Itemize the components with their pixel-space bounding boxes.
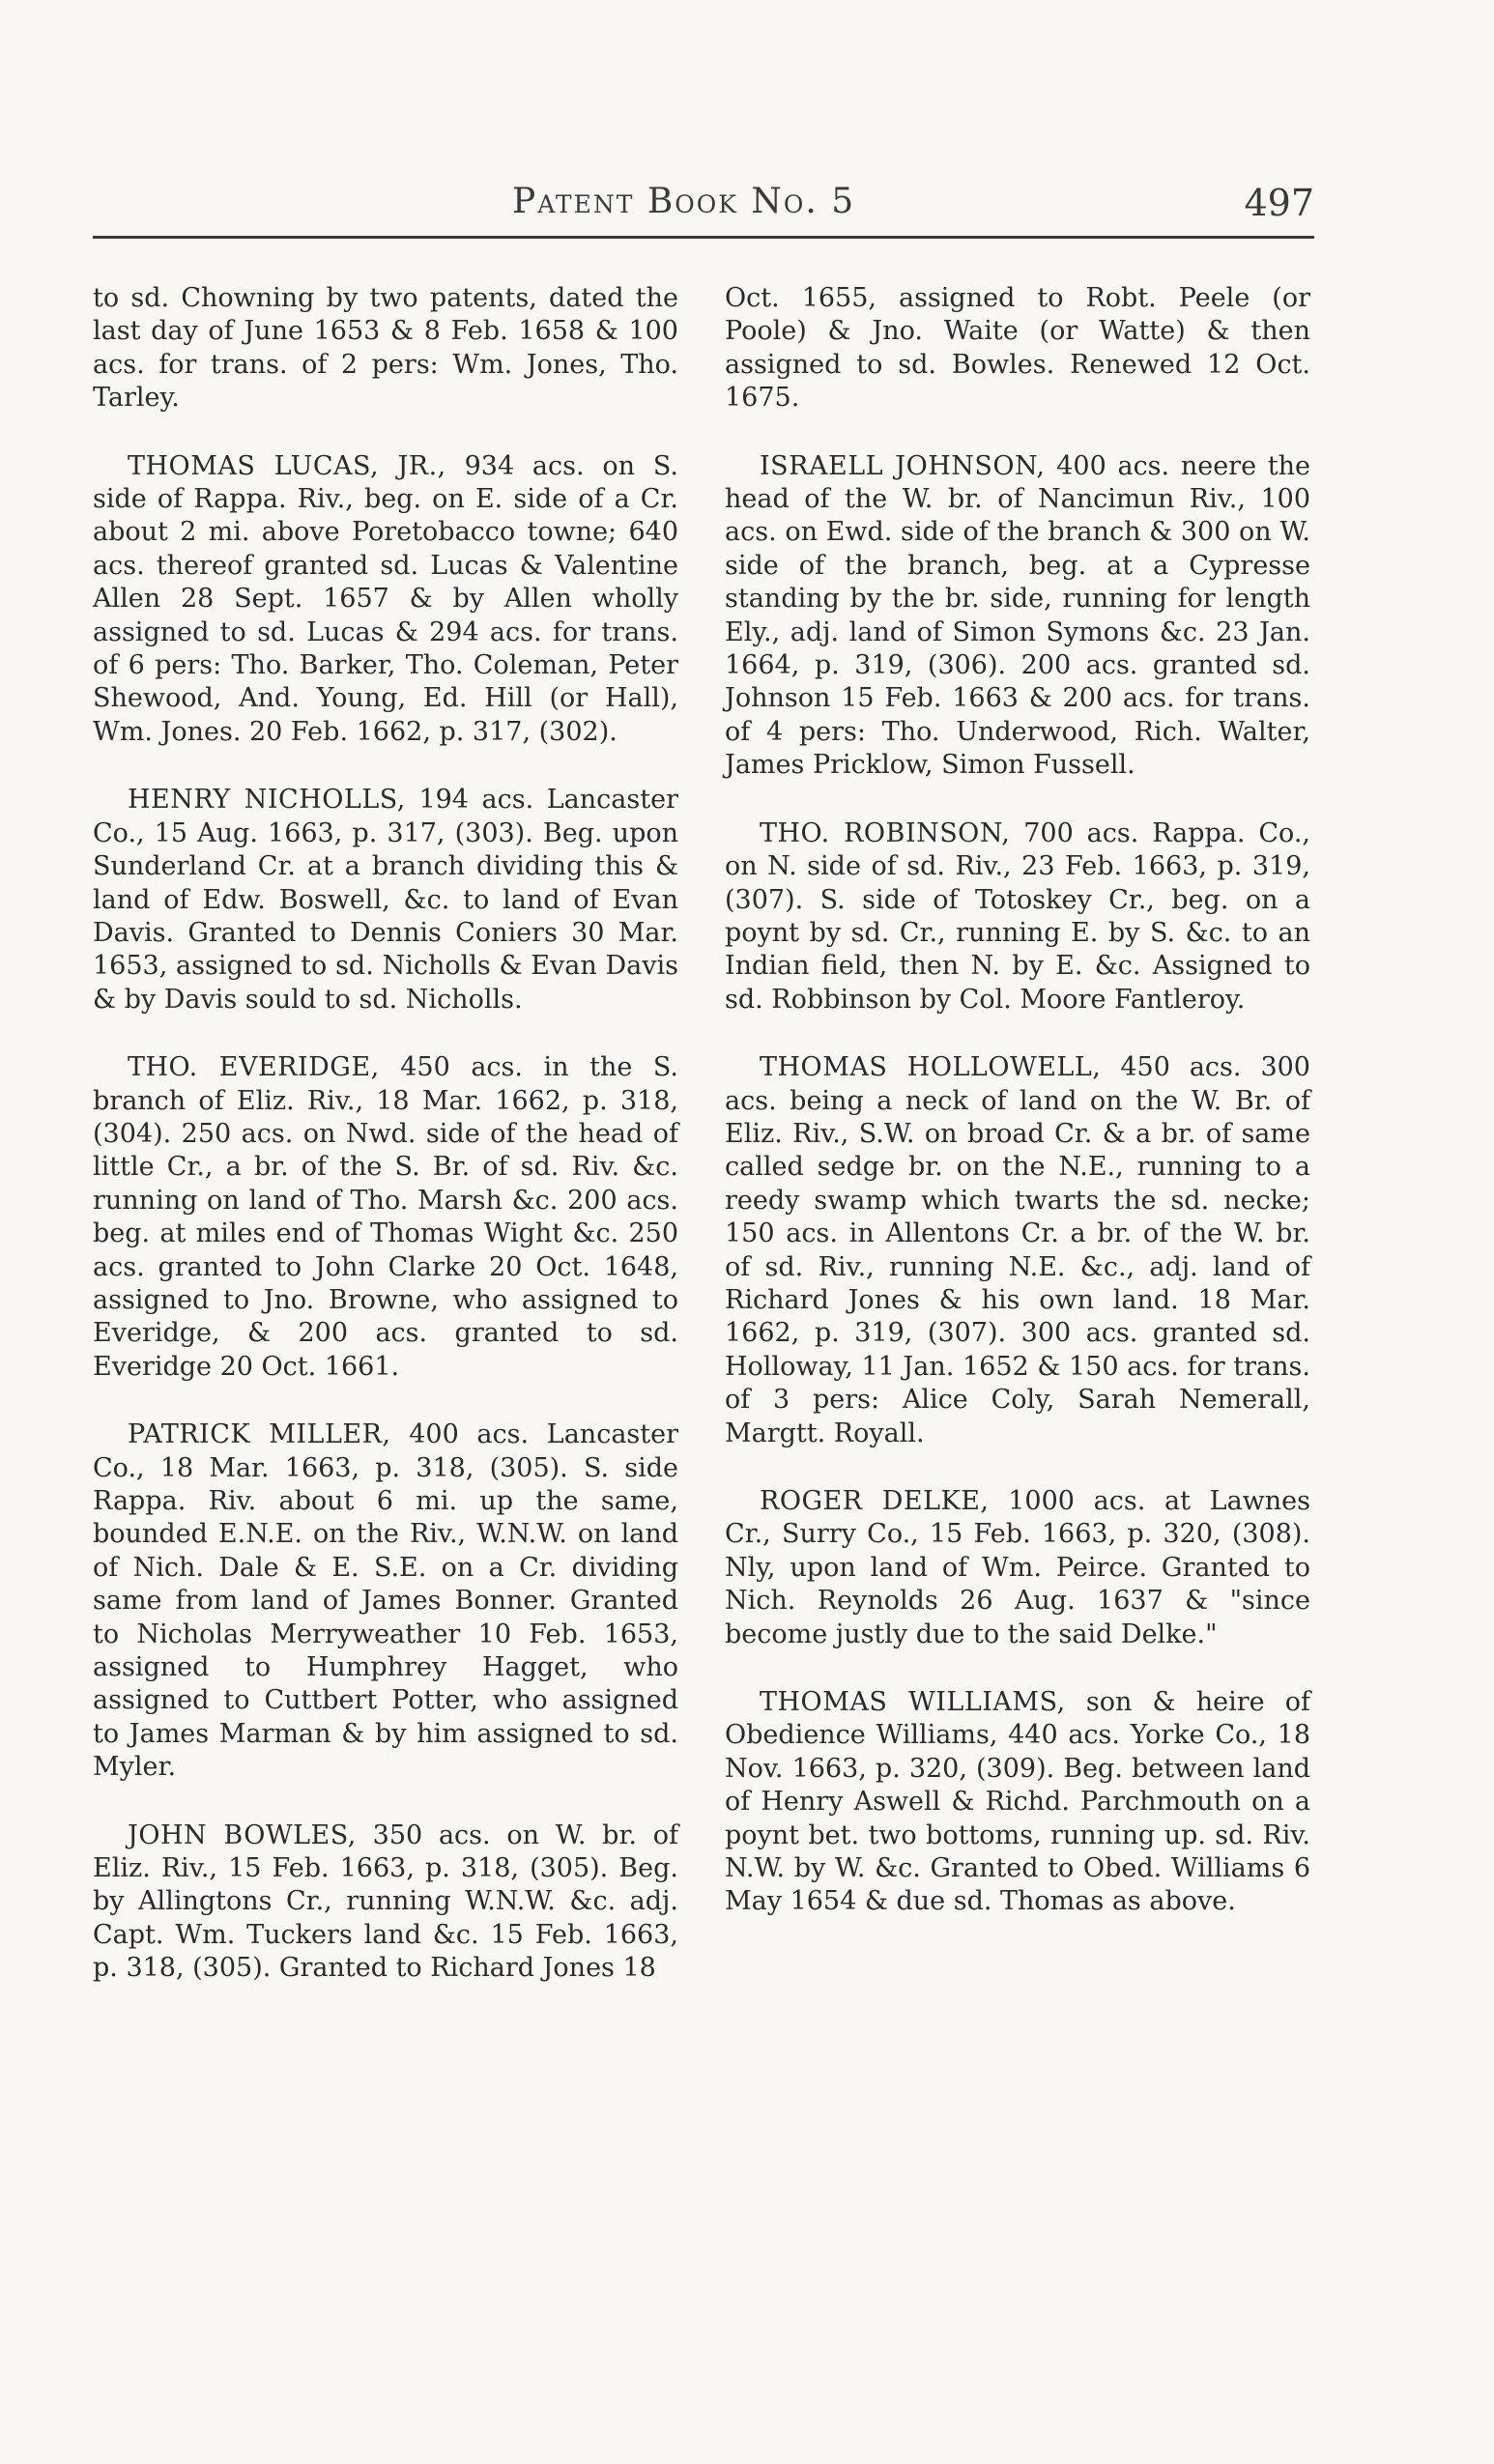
grantee-name: JOHN BOWLES, bbox=[128, 1819, 357, 1850]
entry-text: 700 acs. Rappa. Co., on N. side of sd. Riv., 23 Feb. 1663, p. 319, (307). S. side of Totoskey Cr., beg. on a poynt by sd. Cr., running E. by S. &c. to an Indian field, then N. by E. &c. Assigned to sd. Robbinson by Col. Moore Fantleroy. bbox=[725, 817, 1311, 1015]
page-header bbox=[93, 182, 1314, 239]
grantee-name: THOMAS HOLLOWELL, bbox=[760, 1052, 1102, 1083]
grantee-name: THOMAS WILLIAMS, bbox=[760, 1687, 1066, 1718]
right-column bbox=[725, 282, 1310, 1954]
entry-text: 400 acs. Lancaster Co., 18 Mar. 1663, p. 318, (305). S. side Rappa. Riv. about 6 mi. up the same, bounded E.N.E. on the Riv., W.N.W. on land of Nich. Dale & E. S.E. on a Cr. dividing same from land of James Bonner. Granted to Nicholas Merryweather 10 Feb. 1653, assigned to Humphrey Hagget, who assigned to Cuttbert Potter, who assigned to James Marman & by him assigned to sd. Myler. bbox=[93, 1419, 679, 1783]
patent-entry bbox=[725, 1686, 1310, 1919]
patent-entry bbox=[93, 1418, 678, 1784]
running-title: Patent Book No. 5 bbox=[512, 182, 856, 221]
patent-entry bbox=[725, 1051, 1310, 1450]
grantee-name: PATRICK MILLER, bbox=[128, 1419, 391, 1450]
entry-text: 194 acs. Lancaster Co., 15 Aug. 1663, p. 317, (303). Beg. upon Sunderland Cr. at a branch dividing this & land of Edw. Boswell, &c. to land of Evan Davis. Granted to Dennis Coniers 30 Mar. 1653, assigned to sd. Nicholls & Evan Davis & by Davis sould to sd. Nicholls. bbox=[93, 785, 678, 1015]
entry-text: 400 acs. neere the head of the W. br. of Nancimun Riv., 100 acs. on Ewd. side of the branch & 300 on W. side of the branch, beg. at a Cypresse standing by the br. side, running for length Ely., adj. land of Simon Symons &c. 23 Jan. 1664, p. 319, (306). 200 acs. granted sd. Johnson 15 Feb. 1663 & 200 acs. for trans. of 4 pers: Tho. Underwood, Rich. Walter, James Pricklow, Simon Fussell. bbox=[725, 450, 1310, 781]
entry-text: 934 acs. on S. side of Rappa. Riv., beg. on E. side of a Cr. about 2 mi. above Poretobacco towne; 640 acs. thereof granted sd. Lucas & Valentine Allen 28 Sept. 1657 & by Allen wholly assigned to sd. Lucas & 294 acs. for trans. of 6 pers: Tho. Barker, Tho. Coleman, Peter Shewood, And. Young, Ed. Hill (or Hall), Wm. Jones. 20 Feb. 1662, p. 317, (302). bbox=[93, 450, 678, 747]
page-number: 497 bbox=[1244, 182, 1314, 224]
entry-text: 1000 acs. at Lawnes Cr., Surry Co., 15 Feb. 1663, p. 320, (308). Nly, upon land of Wm. Peirce. Granted to Nich. Reynolds 26 Aug. 1637 & "since become justly due to the said Delke." bbox=[725, 1486, 1311, 1649]
patent-entry bbox=[93, 784, 678, 1017]
grantee-name: THO. ROBINSON, bbox=[760, 817, 1011, 848]
entry-text: 450 acs. in the S. branch of Eliz. Riv., 18 Mar. 1662, p. 318, (304). 250 acs. on Nwd. side of the head of little Cr., a br. of the S. Br. of sd. Riv. &c. running on land of Tho. Marsh &c. 200 acs. beg. at miles end of Thomas Wight &c. 250 acs. granted to John Clarke 20 Oct. 1648, assigned to Jno. Browne, who assigned to Everidge, & 200 acs. granted to sd. Everidge 20 Oct. 1661. bbox=[93, 1052, 678, 1382]
patent-entry bbox=[725, 817, 1310, 1017]
patent-entry bbox=[725, 282, 1310, 415]
patent-entry bbox=[93, 1051, 678, 1384]
grantee-name: HENRY NICHOLLS, bbox=[128, 785, 406, 816]
patent-entry bbox=[93, 1819, 678, 1986]
grantee-name: ROGER DELKE, bbox=[760, 1486, 990, 1516]
grantee-name: ISRAELL JOHNSON, bbox=[760, 450, 1046, 481]
patent-entry bbox=[725, 1485, 1310, 1651]
entry-text: 350 acs. on W. br. of Eliz. Riv., 15 Feb. 1663, p. 318, (305). Beg. by Allingtons Cr., running W.N.W. &c. adj. Capt. Wm. Tuckers land &c. 15 Feb. 1663, p. 318, (305). Granted to Richard Jones 18 bbox=[93, 1819, 678, 1984]
patent-entry bbox=[725, 450, 1310, 783]
patent-entry bbox=[93, 282, 678, 415]
entry-text: son & heire of Obedience Williams, 440 acs. Yorke Co., 18 Nov. 1663, p. 320, (309). Beg. between land of Henry Aswell & Richd. Parchmouth on a poynt bet. two bottoms, running up. sd. Riv. N.W. by W. &c. Granted to Obed. Williams 6 May 1654 & due sd. Thomas as above. bbox=[725, 1687, 1310, 1917]
grantee-name: THOMAS LUCAS, JR., bbox=[128, 450, 446, 481]
entry-text: Oct. 1655, assigned to Robt. Peele (or Poole) & Jno. Waite (or Watte) & then assigned to sd. Bowles. Renewed 12 Oct. 1675. bbox=[725, 283, 1310, 414]
left-column bbox=[93, 282, 678, 2020]
entry-text: 450 acs. 300 acs. being a neck of land on the W. Br. of Eliz. Riv., S.W. on broad Cr. & a br. of same called sedge br. on the N.E., running to a reedy swamp which twarts the sd. necke; 150 acs. in Allentons Cr. a br. of the W. br. of sd. Riv., running N.E. &c., adj. land of Richard Jones & his own land. 18 Mar. 1662, p. 319, (307). 300 acs. granted sd. Holloway, 11 Jan. 1652 & 150 acs. for trans. of 3 pers: Alice Coly, Sarah Nemerall, Margtt. Royall. bbox=[725, 1052, 1310, 1448]
patent-entry bbox=[93, 450, 678, 750]
entry-text: to sd. Chowning by two patents, dated the last day of June 1653 & 8 Feb. 1658 & 100 acs. for trans. of 2 pers: Wm. Jones, Tho. Tarley. bbox=[93, 283, 678, 414]
grantee-name: THO. EVERIDGE, bbox=[128, 1052, 380, 1083]
